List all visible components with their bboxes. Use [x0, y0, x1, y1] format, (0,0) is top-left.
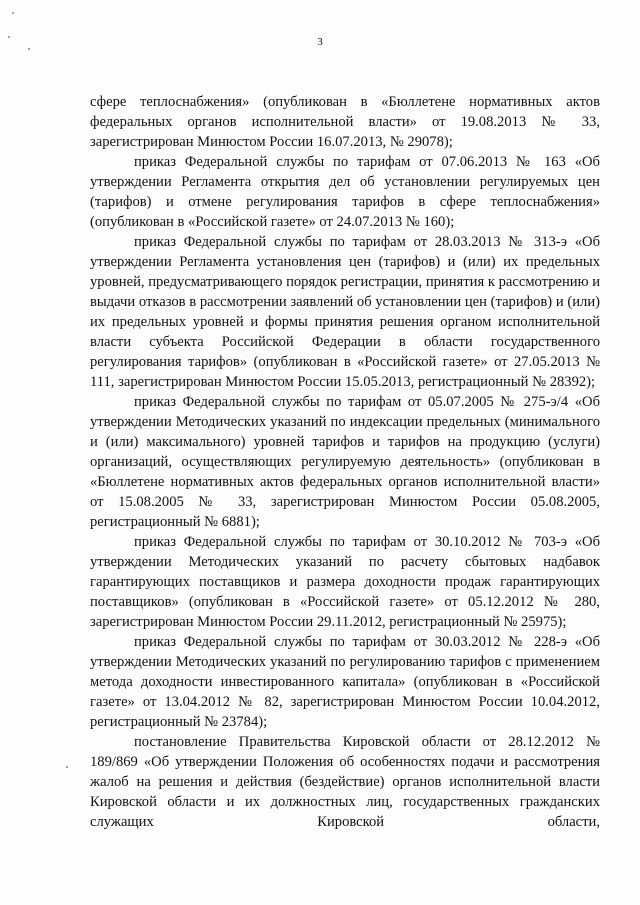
page-number: 3: [317, 36, 323, 48]
scan-speck: [28, 48, 30, 50]
scan-speck: [8, 36, 10, 38]
paragraph-1: сфере теплоснабжения» (опубликован в «Бюллетене нормативных актов федеральных органов исполнительной власти» от 19.08.2013 № 33, зарегистрирован Минюстом России 16.07.2013, № 29078);: [90, 94, 600, 150]
paragraph-5: приказ Федеральной службы по тарифам от 30.10.2012 № 703-э «Об утверждении Методических указаний по расчету сбытовых надбавок гарантирующих поставщиков и размера доходности продаж гарантирующих поставщиков» (опубликован в «Российской газете» от 05.12.2012 № 280, зарегистрирован Минюстом России 29.11.2012, регистрационный № 25975);: [90, 534, 600, 630]
paragraph-7: постановление Правительства Кировской области от 28.12.2012 № 189/869 «Об утверждении Положения об особенностях подачи и рассмотрения жалоб на решения и действия (бездействие) органов исполнительной власти Кировской области и их должностных лиц, государственных гражданских служащих Кировской области,: [90, 734, 600, 830]
document-body: [90, 92, 600, 832]
scan-speck: [66, 766, 68, 768]
scan-speck: [12, 12, 14, 14]
paragraph-3: приказ Федеральной службы по тарифам от 28.03.2013 № 313-э «Об утверждении Регламента установления цен (тарифов) и (или) их предельных уровней, предусматривающего порядок регистрации, принятия к рассмотрению и выдачи отказов в рассмотрении заявлений об установлении цен (тарифов) и (или) их предельных уровней и формы принятия решения органом исполнительной власти субъекта Российской Федерации в области государственного регулирования тарифов» (опубликован в «Российской газете» от 27.05.2013 № 111, зарегистрирован Минюстом России 15.05.2013, регистрационный № 28392);: [90, 234, 600, 390]
paragraph-2: приказ Федеральной службы по тарифам от 07.06.2013 № 163 «Об утверждении Регламента открытия дел об установлении регулируемых цен (тарифов) и отмене регулирования тарифов в сфере теплоснабжения» (опубликован в «Российской газете» от 24.07.2013 № 160);: [90, 154, 600, 230]
paragraph-4: приказ Федеральной службы по тарифам от 05.07.2005 № 275-э/4 «Об утверждении Методических указаний по индексации предельных (минимального и (или) максимального) уровней тарифов и тарифов на продукцию (услуги) организаций, осуществляющих регулируемую деятельность» (опубликован в «Бюллетене нормативных актов федеральных органов исполнительной власти» от 15.08.2005 № 33, зарегистрирован Минюстом России 05.08.2005, регистрационный № 6881);: [90, 394, 600, 530]
paragraph-6: приказ Федеральной службы по тарифам от 30.03.2012 № 228-э «Об утверждении Методических указаний по регулированию тарифов с применением метода доходности инвестированного капитала» (опубликован в «Российской газете» от 13.04.2012 № 82, зарегистрирован Минюстом России 10.04.2012, регистрационный № 23784);: [90, 634, 600, 730]
